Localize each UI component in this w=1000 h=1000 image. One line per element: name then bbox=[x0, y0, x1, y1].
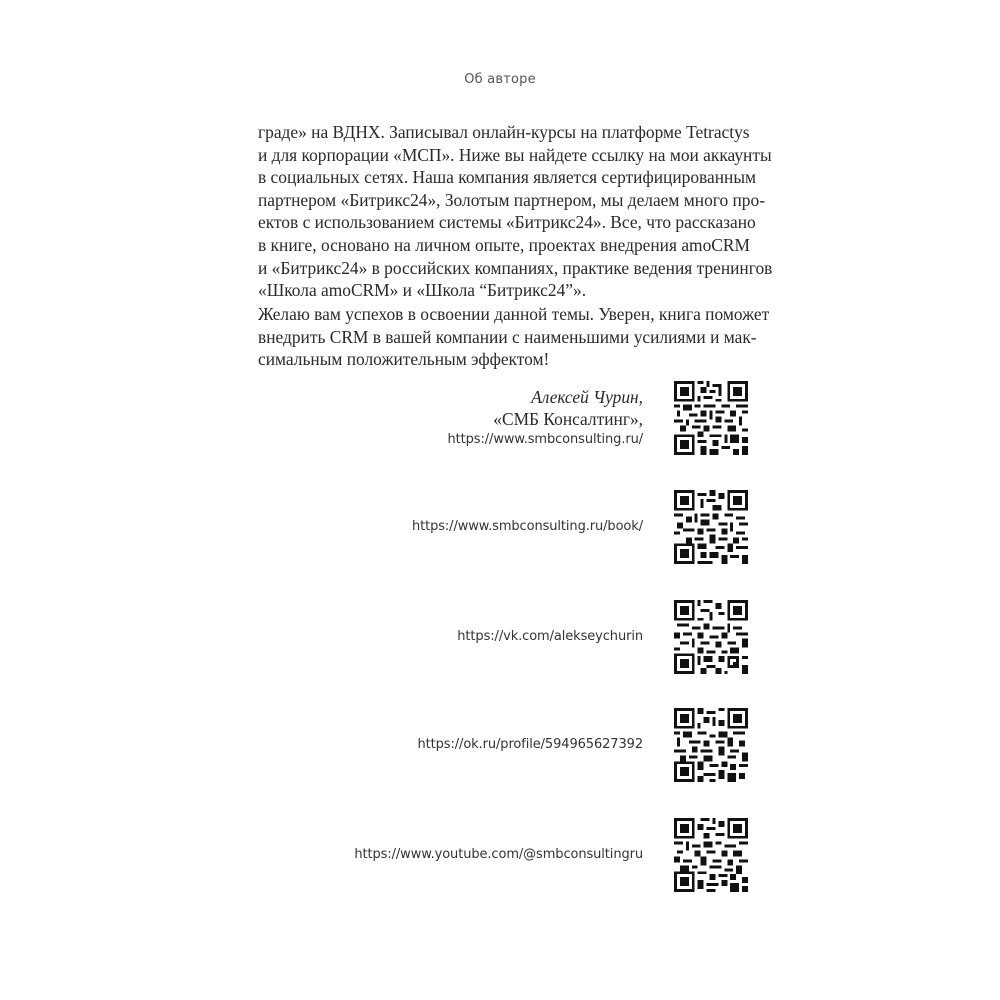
vk-link[interactable]: https://vk.com/alekseychurin bbox=[457, 629, 643, 644]
website-link[interactable]: https://www.smbconsulting.ru/ bbox=[447, 432, 643, 447]
link-row-ok bbox=[258, 708, 748, 782]
text-line: и «Битрикс24» в российских компаниях, практике ведения тренингов bbox=[258, 257, 773, 278]
text-line: партнером «Битрикс24», Золотым партнером, мы делаем много про- bbox=[258, 189, 765, 210]
text-line: симальным положительным эффектом! bbox=[258, 349, 550, 370]
ok-link[interactable]: https://ok.ru/profile/594965627392 bbox=[417, 737, 643, 752]
link-row-book bbox=[258, 490, 748, 564]
text-line: Желаю вам успехов в освоении данной темы. Уверен, книга поможет bbox=[258, 304, 770, 324]
text-line: в книге, основано на личном опыте, проектах внедрения amoCRM bbox=[258, 234, 750, 255]
qr-code-icon[interactable] bbox=[674, 600, 748, 674]
link-row-youtube bbox=[258, 818, 748, 892]
book-link[interactable]: https://www.smbconsulting.ru/book/ bbox=[411, 519, 643, 534]
text-line: внедрить CRM в вашей компании с наименьшими усилиями и мак- bbox=[258, 326, 757, 347]
company-name: «СМБ Консалтинг», bbox=[493, 409, 643, 429]
qr-code-icon[interactable] bbox=[674, 818, 748, 892]
qr-code-icon[interactable] bbox=[674, 381, 748, 455]
link-row-vk bbox=[258, 600, 748, 674]
text-line: «Школа amoCRM» и «Школа “Битрикс24”». bbox=[258, 280, 587, 301]
text-line: в социальных сетях. Наша компания является сертифицированным bbox=[258, 167, 757, 188]
qr-code-icon[interactable] bbox=[674, 708, 748, 782]
qr-code-icon[interactable] bbox=[674, 490, 748, 564]
author-name: Алексей Чурин, bbox=[531, 387, 643, 407]
running-head: Об авторе bbox=[464, 72, 536, 87]
text-line: и для корпорации «МСП». Ниже вы найдете ссылку на мои аккаунты bbox=[258, 144, 772, 165]
signature-block bbox=[258, 381, 748, 455]
paragraph-wishes bbox=[258, 303, 770, 371]
text-line: ектов с использованием системы «Битрикс24». Все, что рассказано bbox=[258, 212, 756, 233]
text-line: граде» на ВДНХ. Записывал онлайн-курсы на платформе Tetractys bbox=[258, 122, 750, 142]
youtube-link[interactable]: https://www.youtube.com/@smbconsultingru bbox=[354, 847, 643, 862]
paragraph-about-author bbox=[258, 121, 773, 302]
